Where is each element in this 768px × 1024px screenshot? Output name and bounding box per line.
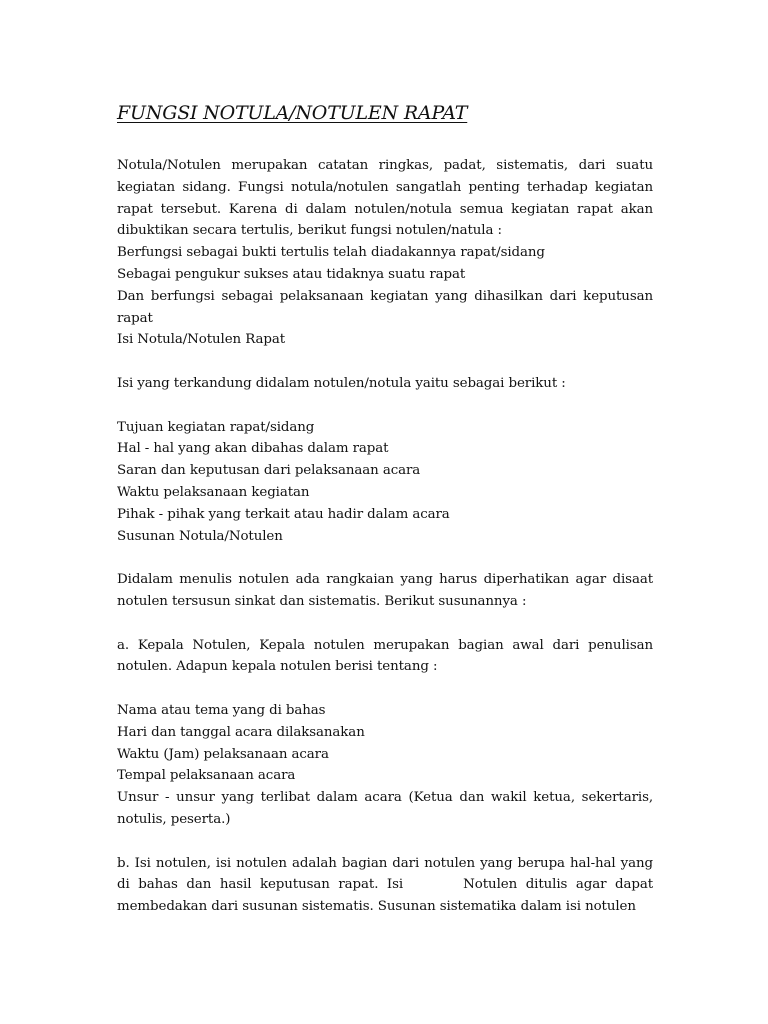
list-item: Pihak - pihak yang terkait atau hadir dalam acara	[117, 506, 450, 522]
structure-intro: Didalam menulis notulen ada rangkaian yang harus diperhatikan agar disaat notulen tersusun sinkat dan sistematis. Berikut susunannya :	[117, 572, 653, 609]
list-item: Sebagai pengukur sukses atau tidaknya suatu rapat	[117, 266, 466, 282]
section-b-paragraph: b. Isi notulen, isi notulen adalah bagian dari notulen yang berupa hal-hal yang di bahas dan hasil keputusan rapat. Isi Notulen ditulis agar dapat membedakan dari susunan sistematis. Susunan sistematika dalam isi notulen	[117, 855, 658, 915]
list-item: Susunan Notula/Notulen	[117, 528, 283, 544]
list-item: Nama atau tema yang di bahas	[117, 702, 326, 718]
intro-paragraph: Notula/Notulen merupakan catatan ringkas, padat, sistematis, dari suatu kegiatan sidang. Fungsi notula/notulen sangatlah penting terhadap kegiatan rapat tersebut. Karena di dalam notulen/notula semua kegiatan rapat akan dibuktikan secara tertulis, berikut fungsi notulen/natula :	[117, 158, 653, 239]
list-item: Hari dan tanggal acara dilaksanakan	[117, 724, 365, 740]
document-title: FUNGSI NOTULA/NOTULEN RAPAT	[117, 102, 468, 124]
functions-list	[117, 242, 653, 351]
list-item: Hal - hal yang akan dibahas dalam rapat	[117, 441, 389, 457]
document-page	[117, 98, 658, 918]
contents-intro: Isi yang terkandung didalam notulen/notula yaitu sebagai berikut :	[117, 375, 566, 391]
list-item: Tujuan kegiatan rapat/sidang	[117, 419, 315, 435]
contents-list	[117, 417, 653, 548]
list-item: Dan berfungsi sebagai pelaksanaan kegiatan yang dihasilkan dari keputusan rapat	[117, 288, 653, 326]
head-items-list	[117, 700, 653, 831]
list-item: Saran dan keputusan dari pelaksanaan acara	[117, 463, 421, 479]
list-item: Waktu pelaksanaan kegiatan	[117, 484, 310, 500]
list-item: Waktu (Jam) pelaksanaan acara	[117, 746, 329, 762]
list-item: Berfungsi sebagai bukti tertulis telah diadakannya rapat/sidang	[117, 245, 545, 261]
list-item: Unsur - unsur yang terlibat dalam acara (Ketua dan wakil ketua, sekertaris, notulis, peserta.)	[117, 790, 653, 827]
list-item: Isi Notula/Notulen Rapat	[117, 332, 286, 348]
list-item: Tempal pelaksanaan acara	[117, 768, 296, 784]
section-a-paragraph: a. Kepala Notulen, Kepala notulen merupakan bagian awal dari penulisan notulen. Adapun kepala notulen berisi tentang :	[117, 637, 653, 675]
